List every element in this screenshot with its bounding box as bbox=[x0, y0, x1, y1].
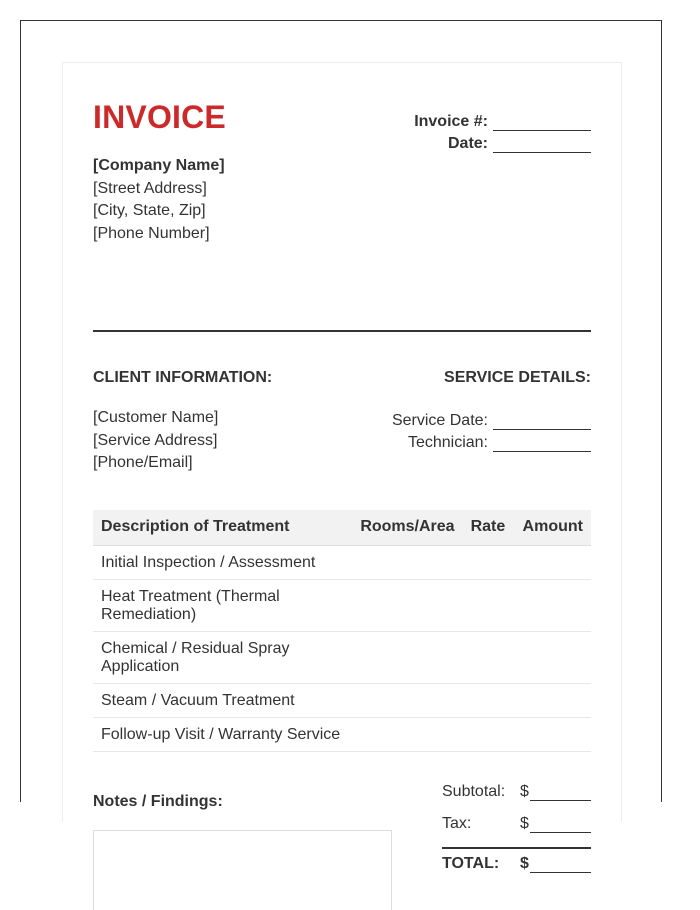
row-description: Steam / Vacuum Treatment bbox=[93, 683, 352, 717]
row-rooms[interactable] bbox=[352, 631, 462, 683]
service-date-row bbox=[392, 407, 591, 430]
row-rooms[interactable] bbox=[352, 579, 462, 631]
company-phone: [Phone Number] bbox=[93, 224, 210, 242]
invoice-number-field[interactable] bbox=[493, 114, 591, 131]
row-rate[interactable] bbox=[463, 579, 515, 631]
tax-label: Tax: bbox=[442, 815, 472, 832]
notes-textarea[interactable] bbox=[93, 830, 392, 910]
column-header-amount: Amount bbox=[515, 510, 591, 545]
table-row bbox=[93, 631, 591, 683]
row-amount[interactable] bbox=[515, 579, 591, 631]
client-address: [Service Address] bbox=[93, 431, 218, 449]
row-rate[interactable] bbox=[463, 717, 515, 751]
subtotal-field[interactable] bbox=[530, 800, 591, 801]
totals-block bbox=[442, 781, 591, 885]
column-header-rooms: Rooms/Area bbox=[352, 510, 462, 545]
row-amount[interactable] bbox=[515, 545, 591, 579]
row-description: Heat Treatment (Thermal Remediation) bbox=[93, 579, 352, 631]
row-amount[interactable] bbox=[515, 683, 591, 717]
technician-row bbox=[392, 430, 591, 453]
table-header-row bbox=[93, 510, 591, 545]
tax-row bbox=[442, 813, 591, 845]
totals-divider bbox=[442, 847, 591, 849]
service-date-label: Service Date: bbox=[391, 411, 488, 429]
table-row bbox=[93, 683, 591, 717]
company-street: [Street Address] bbox=[93, 179, 207, 197]
row-amount[interactable] bbox=[515, 631, 591, 683]
column-header-rate: Rate bbox=[463, 510, 515, 545]
technician-field[interactable] bbox=[493, 435, 591, 452]
column-header-description: Description of Treatment bbox=[93, 510, 352, 545]
company-name: [Company Name] bbox=[93, 157, 225, 174]
total-label: TOTAL: bbox=[442, 855, 500, 872]
client-name: [Customer Name] bbox=[93, 409, 219, 426]
service-block bbox=[392, 407, 591, 452]
invoice-date-field[interactable] bbox=[493, 136, 591, 153]
notes-label: Notes / Findings: bbox=[93, 793, 223, 810]
invoice-date-label: Date: bbox=[447, 135, 488, 152]
service-details-heading: SERVICE DETAILS: bbox=[444, 369, 591, 386]
table-row bbox=[93, 579, 591, 631]
row-rooms[interactable] bbox=[352, 683, 462, 717]
client-block bbox=[93, 407, 218, 475]
row-description: Initial Inspection / Assessment bbox=[93, 545, 352, 579]
subtotal-label: Subtotal: bbox=[442, 783, 506, 800]
row-rate[interactable] bbox=[463, 631, 515, 683]
tax-field[interactable] bbox=[530, 832, 591, 833]
row-rate[interactable] bbox=[463, 545, 515, 579]
invoice-title: INVOICE bbox=[93, 99, 226, 135]
row-rooms[interactable] bbox=[352, 545, 462, 579]
treatment-table bbox=[93, 510, 591, 752]
total-field[interactable] bbox=[530, 872, 591, 873]
table-row bbox=[93, 717, 591, 751]
total-currency: $ bbox=[520, 855, 529, 872]
row-description: Follow-up Visit / Warranty Service bbox=[93, 717, 352, 751]
row-rooms[interactable] bbox=[352, 717, 462, 751]
subtotal-row bbox=[442, 781, 591, 813]
invoice-meta bbox=[414, 109, 591, 153]
row-amount[interactable] bbox=[515, 717, 591, 751]
header-divider bbox=[93, 330, 591, 332]
page-frame bbox=[20, 20, 662, 872]
row-rate[interactable] bbox=[463, 683, 515, 717]
client-info-heading: CLIENT INFORMATION: bbox=[93, 369, 273, 386]
invoice-number-label: Invoice #: bbox=[414, 113, 488, 130]
invoice-number-row bbox=[414, 109, 591, 131]
tax-currency: $ bbox=[520, 815, 529, 832]
total-row bbox=[442, 853, 591, 885]
company-block bbox=[93, 155, 225, 245]
company-city: [City, State, Zip] bbox=[93, 202, 206, 219]
subtotal-currency: $ bbox=[520, 783, 529, 800]
technician-label: Technician: bbox=[407, 434, 488, 451]
client-contact: [Phone/Email] bbox=[93, 454, 193, 471]
row-description: Chemical / Residual Spray Application bbox=[93, 631, 352, 683]
service-date-field[interactable] bbox=[493, 413, 591, 430]
invoice-sheet bbox=[62, 62, 622, 872]
invoice-date-row bbox=[414, 131, 591, 153]
table-row bbox=[93, 545, 591, 579]
